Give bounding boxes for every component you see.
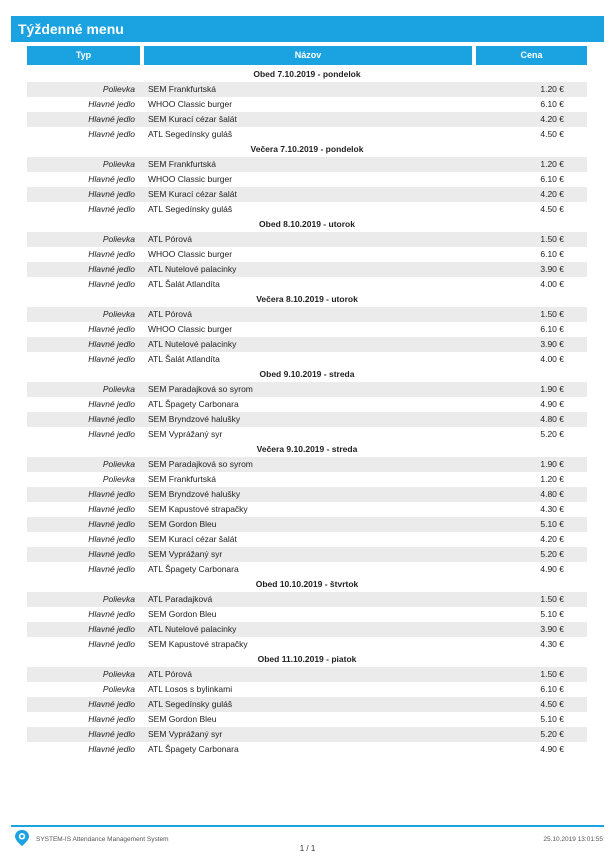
cell-cena: 6.10 €	[540, 249, 564, 259]
cell-cena: 4.50 €	[540, 699, 564, 709]
cell-cena: 4.50 €	[540, 129, 564, 139]
menu-table	[27, 67, 587, 757]
cell-nazov: ATL Pórová	[148, 309, 192, 319]
cell-cena: 4.20 €	[540, 114, 564, 124]
cell-typ: Hlavné jedlo	[88, 249, 135, 259]
cell-typ: Hlavné jedlo	[88, 399, 135, 409]
section-heading: Obed 8.10.2019 - utorok	[259, 219, 355, 229]
cell-nazov: ATL Pórová	[148, 669, 192, 679]
cell-typ: Hlavné jedlo	[88, 354, 135, 364]
cell-cena: 4.20 €	[540, 189, 564, 199]
section-heading: Obed 7.10.2019 - pondelok	[253, 69, 361, 79]
table-row	[27, 502, 587, 517]
cell-nazov: SEM Bryndzové halušky	[148, 414, 241, 424]
cell-nazov: SEM Frankfurtská	[148, 474, 217, 484]
section-heading: Obed 10.10.2019 - štvrtok	[255, 579, 359, 589]
table-row	[27, 412, 587, 427]
cell-cena: 1.20 €	[540, 84, 564, 94]
table-row	[27, 637, 587, 652]
cell-cena: 3.90 €	[540, 339, 564, 349]
footer-system-name: SYSTEM-IS Attendance Management System	[36, 836, 169, 843]
cell-nazov: ATL Pórová	[148, 234, 192, 244]
cell-nazov: ATL Losos s bylinkami	[148, 684, 233, 694]
cell-typ: Hlavné jedlo	[88, 324, 135, 334]
cell-nazov: SEM Paradajková so syrom	[148, 384, 253, 394]
cell-nazov: ATL Špagety Carbonara	[148, 744, 239, 754]
cell-nazov: SEM Kurací cézar šalát	[148, 189, 237, 199]
table-row	[27, 382, 587, 397]
cell-nazov: ATL Špagety Carbonara	[148, 399, 239, 409]
cell-nazov: SEM Vyprážaný syr	[148, 429, 223, 439]
cell-nazov: ATL Segedínsky guláš	[148, 699, 233, 709]
cell-nazov: SEM Vyprážaný syr	[148, 549, 223, 559]
table-row	[27, 247, 587, 262]
table-row	[27, 487, 587, 502]
cell-cena: 4.90 €	[540, 744, 564, 754]
table-row	[27, 517, 587, 532]
cell-nazov: ATL Segedínsky guláš	[148, 129, 233, 139]
cell-cena: 4.00 €	[540, 354, 564, 364]
table-row	[27, 232, 587, 247]
cell-typ: Hlavné jedlo	[88, 279, 135, 289]
cell-typ: Hlavné jedlo	[88, 174, 135, 184]
cell-cena: 4.50 €	[540, 204, 564, 214]
footer-timestamp: 25.10.2019 13:01:55	[543, 836, 603, 843]
cell-nazov: SEM Kurací cézar šalát	[148, 114, 237, 124]
section-heading: Obed 9.10.2019 - streda	[259, 369, 355, 379]
cell-typ: Hlavné jedlo	[88, 429, 135, 439]
cell-typ: Polievka	[102, 594, 135, 604]
table-row	[27, 562, 587, 577]
table-row	[27, 532, 587, 547]
cell-nazov: WHOO Classic burger	[148, 249, 233, 259]
cell-nazov: ATL Segedínsky guláš	[148, 204, 233, 214]
cell-cena: 4.30 €	[540, 639, 564, 649]
cell-nazov: WHOO Classic burger	[148, 324, 233, 334]
cell-typ: Hlavné jedlo	[88, 414, 135, 424]
table-row	[27, 112, 587, 127]
cell-cena: 5.10 €	[540, 714, 564, 724]
cell-typ: Hlavné jedlo	[88, 534, 135, 544]
cell-typ: Hlavné jedlo	[88, 699, 135, 709]
cell-nazov: SEM Bryndzové halušky	[148, 489, 241, 499]
cell-nazov: ATL Šalát Atlandíta	[148, 279, 220, 289]
table-row	[27, 427, 587, 442]
table-row	[27, 697, 587, 712]
column-header-typ: Typ	[27, 46, 140, 65]
cell-cena: 1.50 €	[540, 234, 564, 244]
cell-cena: 6.10 €	[540, 99, 564, 109]
cell-typ: Hlavné jedlo	[88, 744, 135, 754]
section-heading: Večera 8.10.2019 - utorok	[256, 294, 358, 304]
cell-cena: 1.90 €	[540, 459, 564, 469]
cell-cena: 5.10 €	[540, 609, 564, 619]
table-row	[27, 712, 587, 727]
table-row	[27, 607, 587, 622]
table-row	[27, 727, 587, 742]
cell-nazov: SEM Kurací cézar šalát	[148, 534, 237, 544]
cell-cena: 5.20 €	[540, 729, 564, 739]
cell-cena: 1.20 €	[540, 474, 564, 484]
cell-typ: Hlavné jedlo	[88, 339, 135, 349]
cell-cena: 3.90 €	[540, 624, 564, 634]
section-heading: Večera 9.10.2019 - streda	[256, 444, 358, 454]
cell-nazov: ATL Nutelové palacinky	[148, 624, 237, 634]
cell-typ: Polievka	[102, 309, 135, 319]
cell-nazov: SEM Frankfurtská	[148, 159, 217, 169]
cell-nazov: WHOO Classic burger	[148, 174, 233, 184]
footer-divider	[11, 825, 604, 827]
cell-nazov: ATL Paradajková	[148, 594, 213, 604]
cell-typ: Polievka	[102, 459, 135, 469]
cell-nazov: SEM Gordon Bleu	[148, 609, 217, 619]
cell-nazov: SEM Vyprážaný syr	[148, 729, 223, 739]
cell-nazov: SEM Kapustové strapačky	[148, 639, 248, 649]
cell-typ: Hlavné jedlo	[88, 204, 135, 214]
cell-typ: Polievka	[102, 669, 135, 679]
cell-cena: 1.50 €	[540, 309, 564, 319]
section-heading: Obed 11.10.2019 - piatok	[257, 654, 357, 664]
cell-nazov: SEM Paradajková so syrom	[148, 459, 253, 469]
page-number: 1 / 1	[299, 844, 316, 853]
cell-typ: Hlavné jedlo	[88, 624, 135, 634]
cell-cena: 4.30 €	[540, 504, 564, 514]
table-row	[27, 127, 587, 142]
cell-cena: 5.10 €	[540, 519, 564, 529]
table-row	[27, 457, 587, 472]
cell-cena: 1.50 €	[540, 669, 564, 679]
table-row	[27, 277, 587, 292]
page-title: Týždenné menu	[11, 16, 604, 42]
table-row	[27, 352, 587, 367]
cell-cena: 4.20 €	[540, 534, 564, 544]
cell-cena: 1.50 €	[540, 594, 564, 604]
table-row	[27, 592, 587, 607]
cell-cena: 4.90 €	[540, 399, 564, 409]
cell-typ: Hlavné jedlo	[88, 519, 135, 529]
cell-cena: 1.20 €	[540, 159, 564, 169]
cell-cena: 5.20 €	[540, 429, 564, 439]
cell-typ: Hlavné jedlo	[88, 504, 135, 514]
cell-nazov: ATL Nutelové palacinky	[148, 264, 237, 274]
cell-cena: 6.10 €	[540, 324, 564, 334]
cell-nazov: WHOO Classic burger	[148, 99, 233, 109]
cell-typ: Hlavné jedlo	[88, 114, 135, 124]
cell-typ: Polievka	[102, 84, 135, 94]
column-header-cena: Cena	[476, 46, 587, 65]
table-row	[27, 322, 587, 337]
table-row	[27, 742, 587, 757]
table-row	[27, 172, 587, 187]
table-row	[27, 202, 587, 217]
cell-nazov: SEM Gordon Bleu	[148, 714, 217, 724]
cell-typ: Hlavné jedlo	[88, 714, 135, 724]
table-row	[27, 472, 587, 487]
cell-cena: 4.00 €	[540, 279, 564, 289]
cell-cena: 3.90 €	[540, 264, 564, 274]
cell-typ: Polievka	[102, 384, 135, 394]
cell-typ: Hlavné jedlo	[88, 264, 135, 274]
column-header-nazov: Názov	[144, 46, 472, 65]
table-row	[27, 307, 587, 322]
cell-cena: 4.80 €	[540, 414, 564, 424]
table-row	[27, 682, 587, 697]
cell-nazov: SEM Gordon Bleu	[148, 519, 217, 529]
cell-typ: Hlavné jedlo	[88, 609, 135, 619]
cell-cena: 6.10 €	[540, 174, 564, 184]
cell-typ: Hlavné jedlo	[88, 489, 135, 499]
cell-cena: 4.90 €	[540, 564, 564, 574]
table-row	[27, 667, 587, 682]
cell-typ: Hlavné jedlo	[88, 564, 135, 574]
table-row	[27, 397, 587, 412]
cell-typ: Hlavné jedlo	[88, 189, 135, 199]
cell-typ: Polievka	[102, 684, 135, 694]
cell-nazov: SEM Kapustové strapačky	[148, 504, 248, 514]
table-row	[27, 82, 587, 97]
cell-nazov: SEM Frankfurtská	[148, 84, 217, 94]
cell-typ: Polievka	[102, 159, 135, 169]
cell-nazov: ATL Špagety Carbonara	[148, 564, 239, 574]
cell-typ: Hlavné jedlo	[88, 99, 135, 109]
cell-typ: Polievka	[102, 234, 135, 244]
cell-cena: 5.20 €	[540, 549, 564, 559]
table-row	[27, 337, 587, 352]
cell-cena: 6.10 €	[540, 684, 564, 694]
cell-typ: Polievka	[102, 474, 135, 484]
table-row	[27, 97, 587, 112]
cell-cena: 1.90 €	[540, 384, 564, 394]
table-row	[27, 622, 587, 637]
section-heading: Večera 7.10.2019 - pondelok	[250, 144, 364, 154]
cell-typ: Hlavné jedlo	[88, 549, 135, 559]
table-row	[27, 262, 587, 277]
cell-nazov: ATL Šalát Atlandíta	[148, 354, 220, 364]
table-row	[27, 187, 587, 202]
table-row	[27, 157, 587, 172]
table-row	[27, 547, 587, 562]
cell-typ: Hlavné jedlo	[88, 129, 135, 139]
cell-nazov: ATL Nutelové palacinky	[148, 339, 237, 349]
cell-typ: Hlavné jedlo	[88, 729, 135, 739]
cell-cena: 4.80 €	[540, 489, 564, 499]
cell-typ: Hlavné jedlo	[88, 639, 135, 649]
